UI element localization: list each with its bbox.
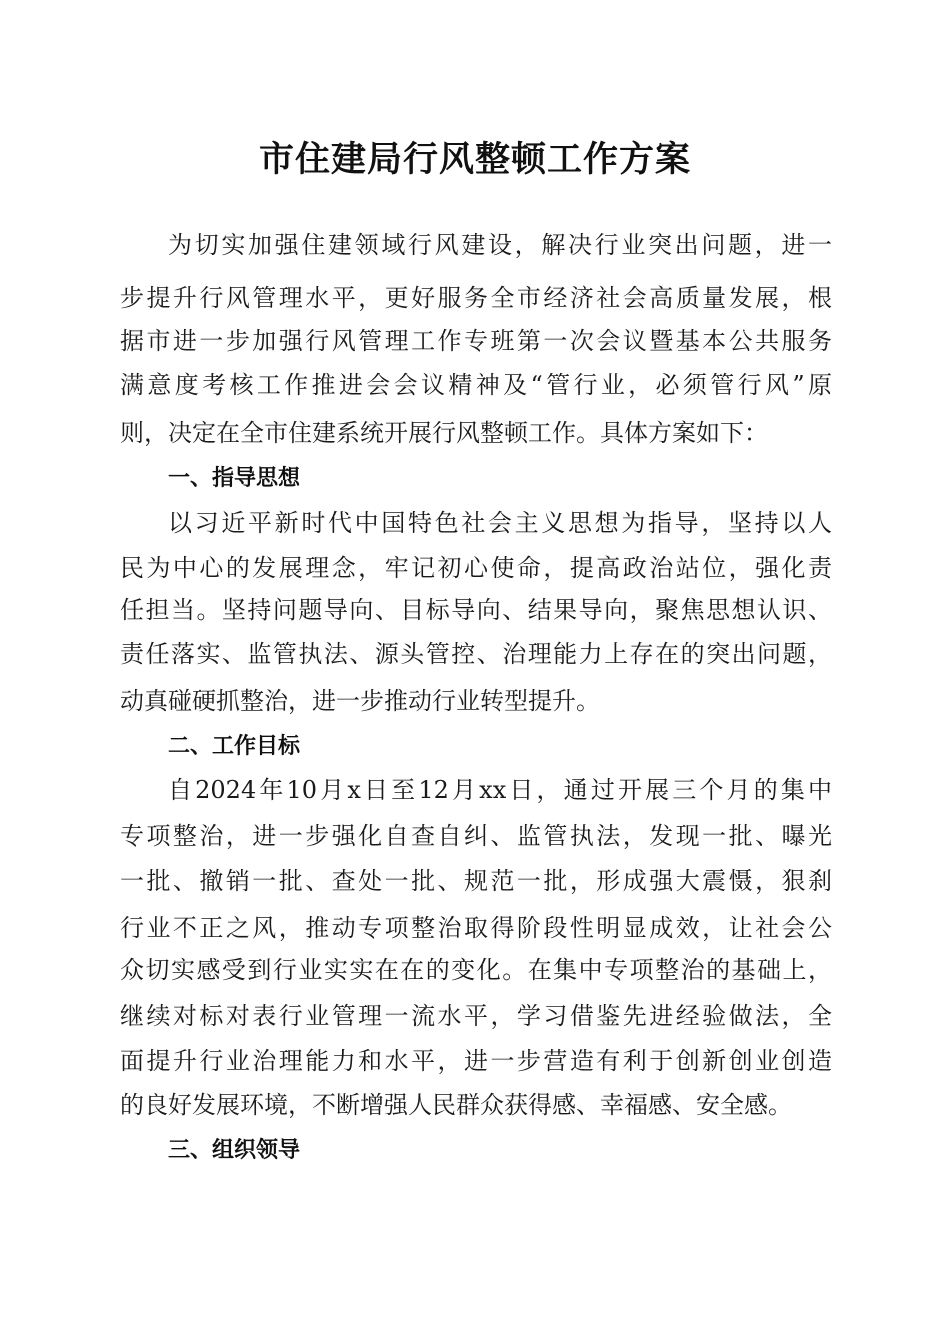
section-line: 任担当。坚持问题导向、目标导向、结果导向，聚焦思想认识、 [120, 596, 832, 624]
intro-line: 为切实加强住建领域行风建设，解决行业突出问题，进一 [168, 231, 832, 259]
intro-line: 则，决定在全市住建系统开展行风整顿工作。具体方案如下： [120, 419, 768, 447]
intro-line: 据市进一步加强行风管理工作专班第一次会议暨基本公共服务 [120, 327, 832, 355]
section-heading-work-goals: 二、工作目标 [168, 734, 301, 759]
section-line: 行业不正之风，推动专项整治取得阶段性明显成效，让社会公 [120, 914, 832, 942]
section-heading-guiding-ideology: 一、指导思想 [168, 466, 301, 491]
section-line: 以习近平新时代中国特色社会主义思想为指导，坚持以人 [168, 509, 832, 537]
section-line: 一批、撤销一批、查处一批、规范一批，形成强大震慑，狠刹 [120, 867, 832, 895]
section-line: 自2024年10月x日至12月xx日，通过开展三个月的集中 [168, 776, 832, 804]
section-line: 继续对标对表行业管理一流水平，学习借鉴先进经验做法，全 [120, 1002, 832, 1030]
section-heading-organization-leadership: 三、组织领导 [168, 1138, 301, 1163]
section-line: 责任落实、监管执法、源头管控、治理能力上存在的突出问题， [120, 640, 832, 668]
section-line: 的良好发展环境，不断增强人民群众获得感、幸福感、安全感。 [120, 1091, 792, 1119]
section-line: 民为中心的发展理念，牢记初心使命，提高政治站位，强化责 [120, 554, 832, 582]
section-line: 面提升行业治理能力和水平，进一步营造有利于创新创业创造 [120, 1047, 832, 1075]
intro-line: 满意度考核工作推进会会议精神及“管行业，必须管行风”原 [120, 371, 832, 399]
section-line: 动真碰硬抓整治，进一步推动行业转型提升。 [120, 687, 600, 715]
section-line: 专项整治，进一步强化自查自纠、监管执法，发现一批、曝光 [120, 822, 832, 850]
intro-line: 步提升行风管理水平，更好服务全市经济社会高质量发展，根 [120, 284, 832, 312]
document-title: 市住建局行风整顿工作方案 [258, 139, 691, 180]
section-line: 众切实感受到行业实实在在的变化。在集中专项整治的基础上， [120, 956, 832, 984]
